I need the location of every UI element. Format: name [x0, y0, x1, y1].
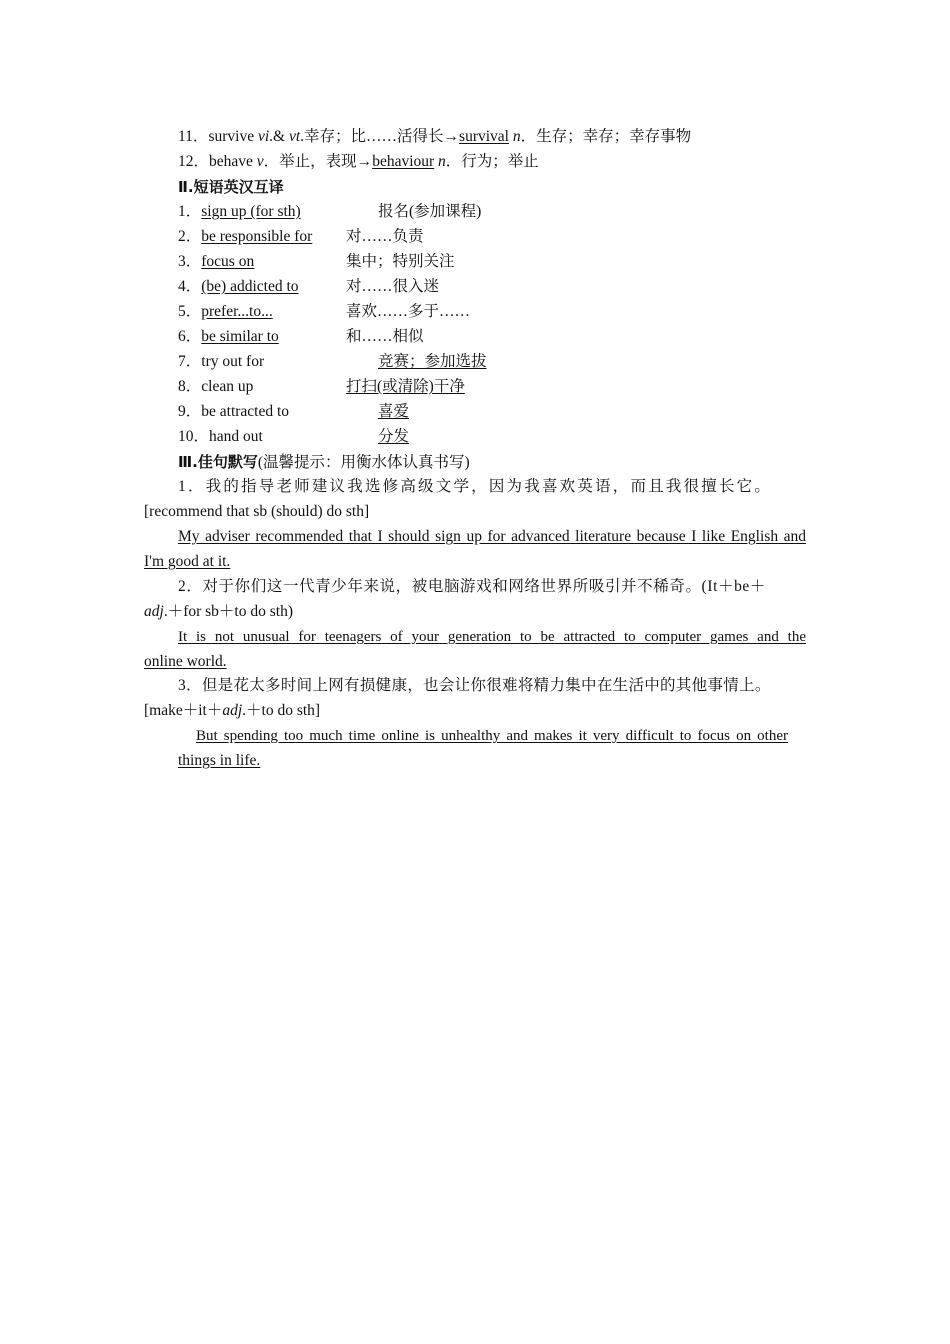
part-of-speech: n: [508, 128, 521, 145]
section-hint: (温馨提示：用衡水体认真书写): [257, 454, 470, 471]
separator: .&: [269, 128, 289, 145]
section-title: Ⅲ.佳句默写: [178, 453, 258, 471]
sentence-2-pattern: [144, 602, 293, 622]
section-heading-phrases: Ⅱ.短语英汉互译: [178, 178, 284, 196]
vocab-word: behave: [209, 153, 257, 170]
sentence-1-prompt: 1．我的指导老师建议我选修高级文学，因为我喜欢英语，而且我很擅长它。: [178, 478, 773, 495]
vocab-item-11: [178, 127, 691, 147]
phrase-row: [178, 277, 299, 297]
sentence-1-answer: My adviser recommended that I should sign up for advanced literature because I like English and: [178, 528, 806, 545]
phrase-row: [178, 202, 301, 222]
vocab-derived-meaning: ．行为；举止: [445, 153, 539, 170]
part-of-speech: n: [434, 153, 446, 170]
phrase-chinese: 对……负责: [346, 228, 424, 245]
phrase-row: [178, 302, 273, 322]
item-number: 5．: [178, 303, 202, 320]
phrase-chinese-answer: 竞赛；参加选拔: [378, 353, 487, 370]
phrase-chinese-answer: 喜爱: [378, 403, 410, 420]
pattern-text: .＋for sb＋to do sth): [163, 603, 293, 620]
phrase-english: try out for: [201, 353, 265, 370]
part-of-speech: adj: [222, 702, 243, 719]
sentence-3-pattern: [144, 701, 320, 721]
sentence-2-answer: It is not unusual for teenagers of your generation to be attracted to computer games and the: [178, 629, 806, 645]
sentence-3-answer: But spending too much time online is unhealthy and makes it very difficult to focus on other: [196, 728, 788, 744]
item-number: 11．: [178, 128, 209, 145]
phrase-row: [178, 402, 289, 422]
vocab-answer: behaviour: [372, 153, 435, 170]
phrase-chinese-answer: 分发: [378, 428, 410, 445]
pattern-text: .＋to do sth]: [242, 702, 321, 719]
phrase-chinese: 和……相似: [346, 328, 424, 345]
part-of-speech: v: [256, 153, 264, 170]
vocab-derived-meaning: ．生存；幸存；幸存事物: [520, 128, 692, 145]
phrase-chinese-answer: 打扫(或清除)干净: [346, 378, 465, 395]
phrase-english: be similar to: [201, 328, 279, 345]
section-heading-sentences: [178, 452, 470, 473]
phrase-chinese: 报名(参加课程): [378, 203, 482, 220]
phrase-english: hand out: [209, 428, 263, 445]
phrase-english: be responsible for: [201, 228, 313, 245]
part-of-speech: vt: [288, 128, 301, 145]
vocab-meaning: ．举止，表现→: [263, 153, 373, 170]
phrase-row: [178, 377, 253, 397]
phrase-row: [178, 352, 264, 372]
item-number: 8．: [178, 378, 202, 395]
phrase-row: [178, 327, 279, 347]
item-number: 7．: [178, 353, 202, 370]
item-number: 2．: [178, 228, 202, 245]
vocab-meaning: .幸存；比……活得长→: [300, 128, 460, 145]
item-number: 4．: [178, 278, 202, 295]
item-number: 1．: [178, 203, 202, 220]
phrase-english: (be) addicted to: [201, 278, 299, 295]
phrase-chinese: 集中；特别关注: [346, 253, 455, 270]
vocab-word: survive: [208, 128, 258, 145]
phrase-english: clean up: [201, 378, 254, 395]
phrase-row: [178, 427, 263, 447]
vocab-answer: survival: [459, 128, 509, 145]
part-of-speech: vi: [257, 128, 270, 145]
phrase-english: focus on: [201, 253, 255, 270]
item-number: 6．: [178, 328, 202, 345]
part-of-speech: adj: [144, 603, 164, 620]
item-number: 12．: [178, 153, 210, 170]
phrase-chinese: 对……很入迷: [346, 278, 440, 295]
item-number: 10．: [178, 428, 210, 445]
sentence-2-prompt: 2．对于你们这一代青少年来说，被电脑游戏和网络世界所吸引并不稀奇。(It＋be＋: [178, 578, 767, 595]
sentence-1-answer-cont: I'm good at it.: [144, 553, 231, 570]
phrase-english: be attracted to: [201, 403, 290, 420]
phrase-english: sign up (for sth): [201, 203, 301, 220]
sentence-3-answer-cont: things in life.: [178, 752, 261, 769]
vocab-item-12: [178, 152, 539, 172]
sentence-2-answer-cont: online world.: [144, 653, 227, 670]
sentence-3-prompt: 3．但是花太多时间上网有损健康，也会让你很难将精力集中在生活中的其他事情上。: [178, 677, 771, 694]
phrase-chinese: 喜欢……多于……: [346, 303, 471, 320]
phrase-row: [178, 252, 254, 272]
phrase-row: [178, 227, 312, 247]
phrase-english: prefer...to...: [201, 303, 273, 320]
item-number: 3．: [178, 253, 202, 270]
pattern-text: [make＋it＋: [144, 702, 223, 719]
item-number: 9．: [178, 403, 202, 420]
sentence-1-pattern: [recommend that sb (should) do sth]: [144, 503, 370, 520]
